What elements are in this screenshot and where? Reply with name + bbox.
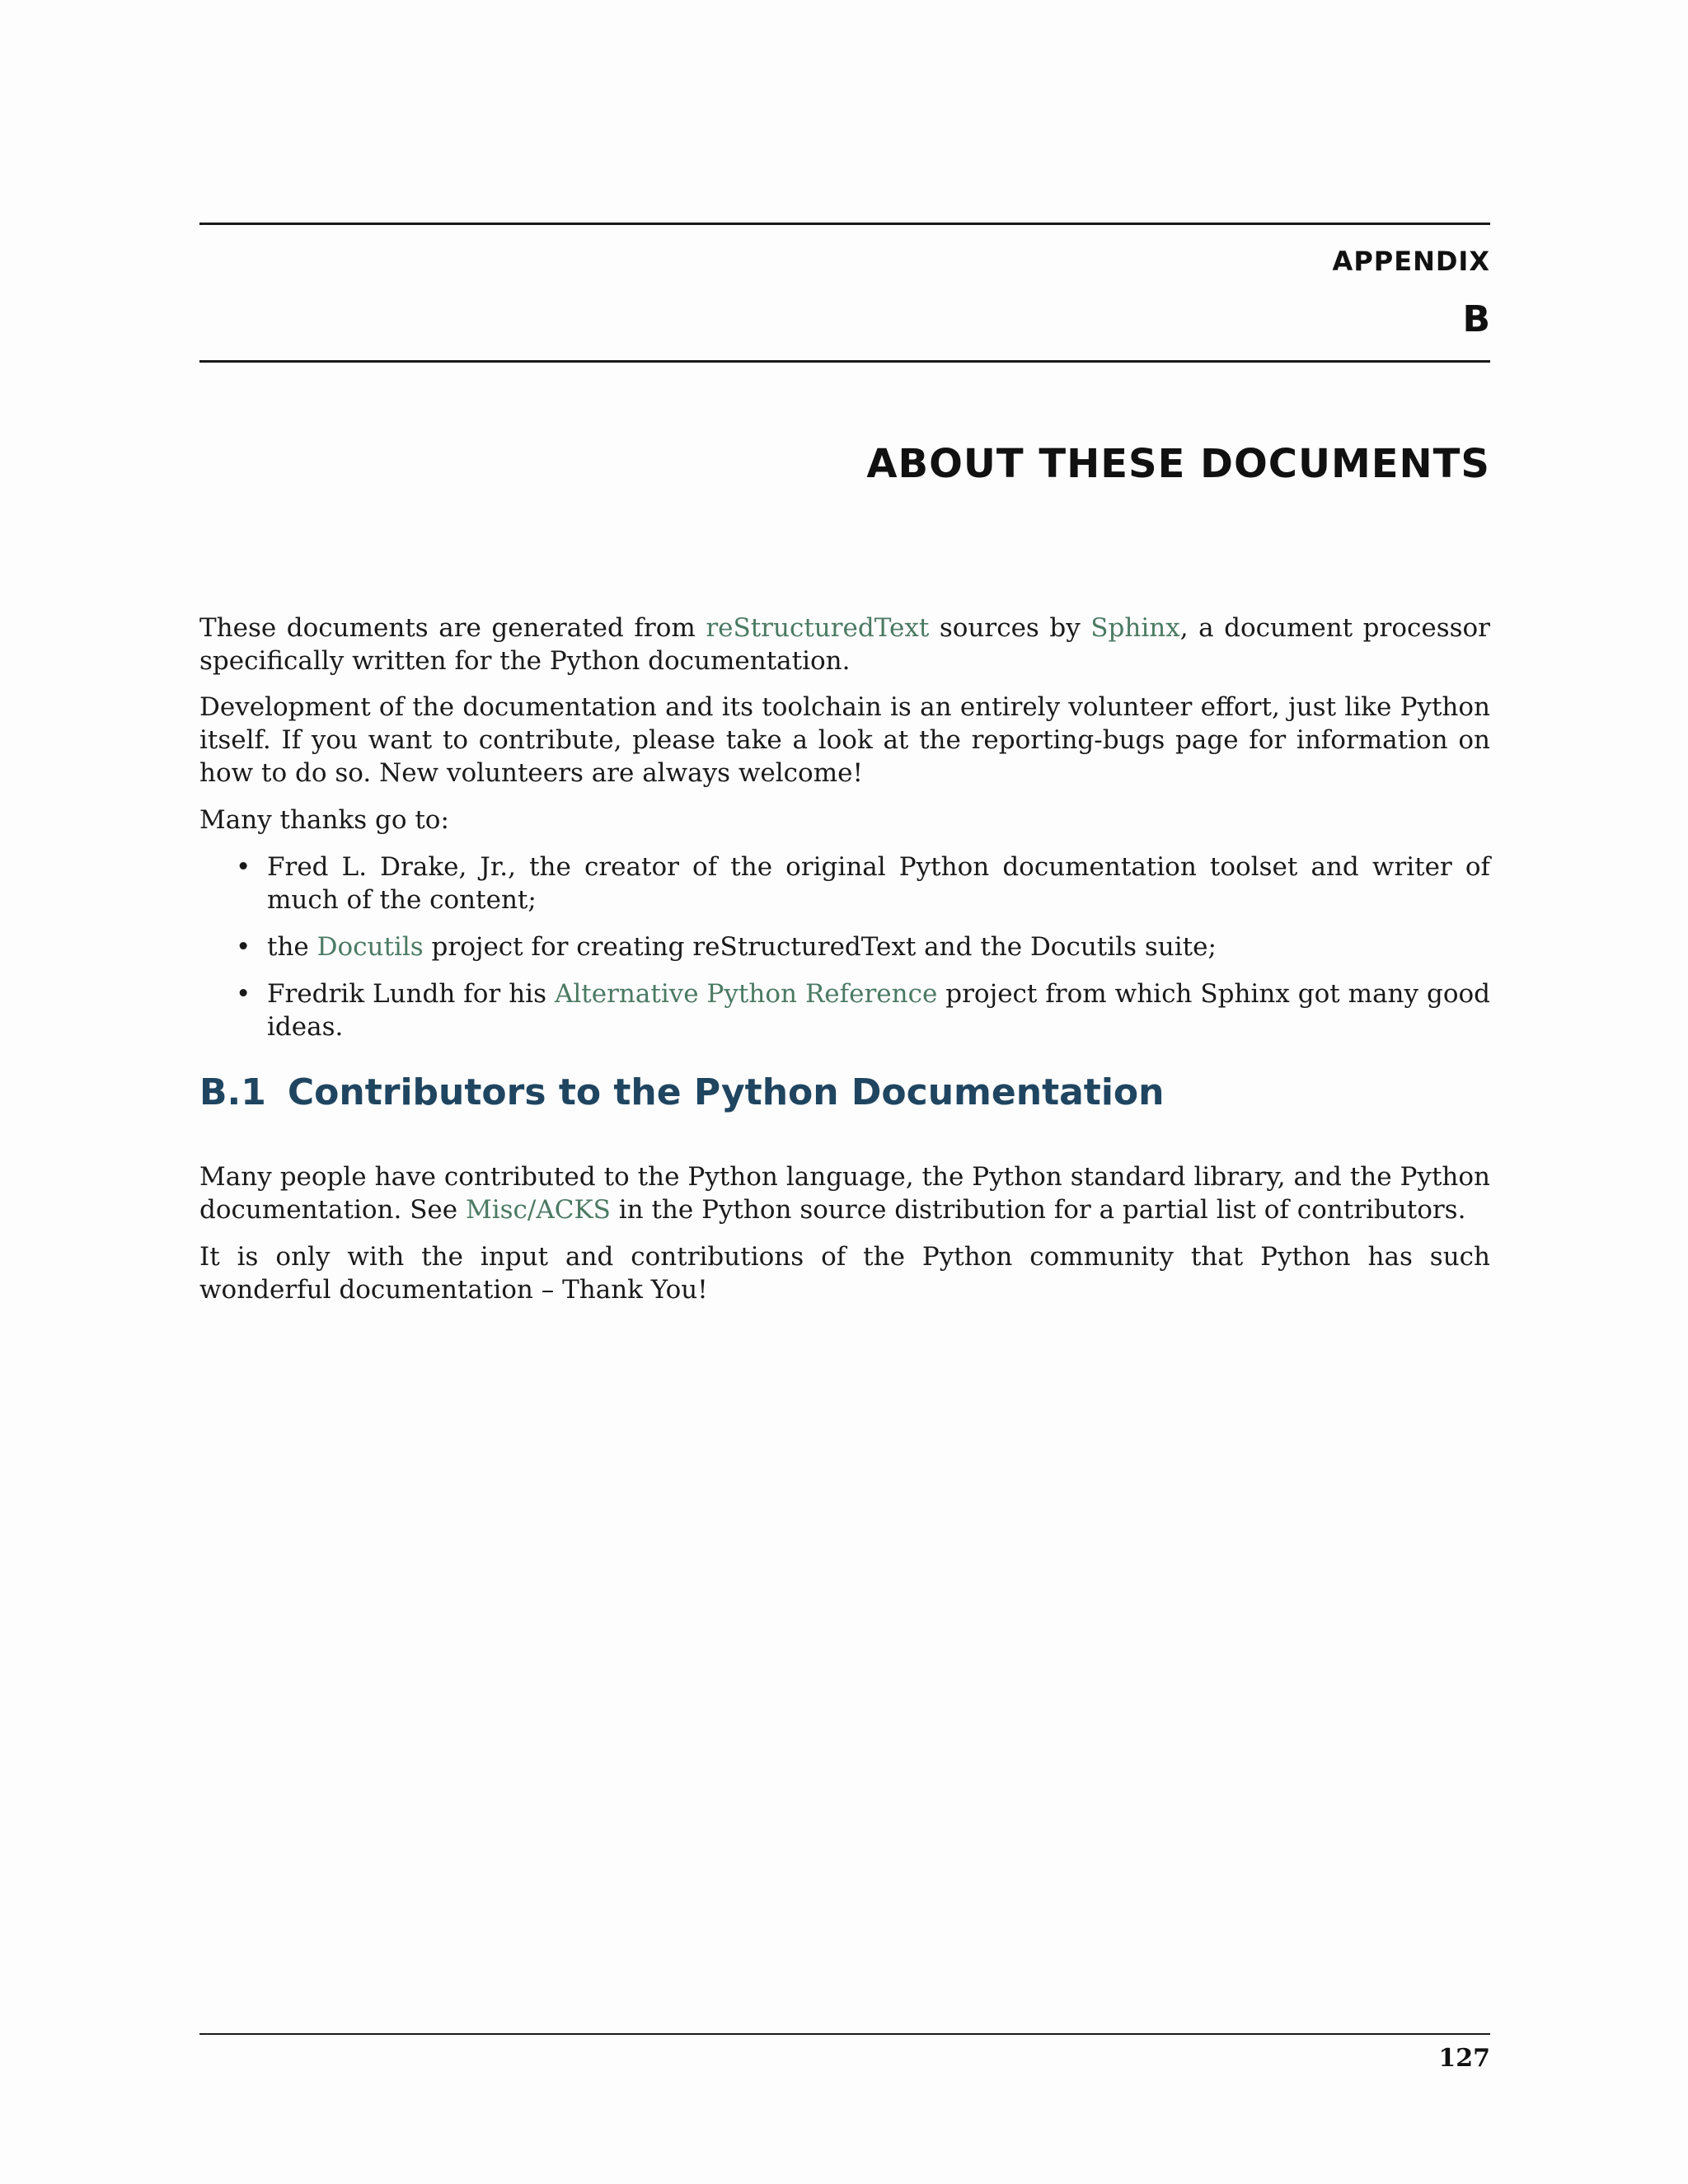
contributors-p1-text-before: Many people have contributed to the Python language, the Python standard library, and the Python documentation. See bbox=[199, 1162, 1490, 1225]
appendix-label: APPENDIX bbox=[1332, 246, 1490, 277]
document-page bbox=[199, 0, 1490, 2184]
contributors-p1-text-after: in the Python source distribution for a partial list of contributors. bbox=[610, 1195, 1466, 1225]
bullet-icon: • bbox=[236, 852, 251, 882]
thanks-item-2-text-before: the bbox=[267, 932, 317, 962]
contributors-paragraph-1 bbox=[199, 1160, 1490, 1226]
intro-p1-text-after: , a document processor specifically written for the Python documentation. bbox=[199, 613, 1490, 676]
thanks-item-3-text-after: project from which Sphinx got many good ideas. bbox=[267, 979, 1491, 1042]
thanks-list bbox=[199, 851, 1490, 1057]
bullet-icon: • bbox=[236, 979, 251, 1009]
appendix-letter: B bbox=[1462, 298, 1490, 340]
misc-acks-link[interactable]: Misc/ACKS bbox=[465, 1195, 611, 1225]
restructuredtext-link[interactable]: reStructuredText bbox=[706, 613, 930, 643]
section-number: B.1 bbox=[199, 1071, 266, 1113]
list-item bbox=[199, 977, 1490, 1043]
section-heading bbox=[199, 1071, 1164, 1113]
intro-p1-text-middle: sources by bbox=[929, 613, 1091, 643]
thanks-item-3-text-before: Fredrik Lundh for his bbox=[267, 979, 555, 1009]
list-item bbox=[199, 930, 1490, 963]
chapter-title: ABOUT THESE DOCUMENTS bbox=[866, 441, 1490, 487]
thanks-item-1-text: Fred L. Drake, Jr., the creator of the original Python documentation toolset and writer of much of the content; bbox=[267, 852, 1490, 915]
footer-rule bbox=[199, 2033, 1490, 2035]
thanks-item-2-text-after: project for creating reStructuredText and the Docutils suite; bbox=[423, 932, 1217, 962]
intro-p1-text-before: These documents are generated from bbox=[199, 613, 706, 643]
page-number: 127 bbox=[1438, 2044, 1490, 2073]
contributors-paragraph-2: It is only with the input and contributions of the Python community that Python has such wonderful documentation – Thank You! bbox=[199, 1242, 1490, 1305]
list-item bbox=[199, 851, 1490, 916]
intro-paragraph-1 bbox=[199, 612, 1490, 677]
intro-paragraph-2: Development of the documentation and its toolchain is an entirely volunteer effort, just like Python itself. If you want to contribute, please take a look at the reporting-bugs page for information on how to do so. New volunteers are always welcome! bbox=[199, 692, 1490, 788]
sphinx-link[interactable]: Sphinx bbox=[1090, 613, 1180, 643]
top-rule bbox=[199, 223, 1490, 225]
intro-paragraph-3: Many thanks go to: bbox=[199, 805, 449, 835]
bullet-icon: • bbox=[236, 932, 251, 962]
header-bottom-rule bbox=[199, 360, 1490, 363]
alternative-python-reference-link[interactable]: Alternative Python Reference bbox=[554, 979, 938, 1009]
section-title: Contributors to the Python Documentation bbox=[287, 1071, 1165, 1113]
docutils-link[interactable]: Docutils bbox=[316, 932, 424, 962]
